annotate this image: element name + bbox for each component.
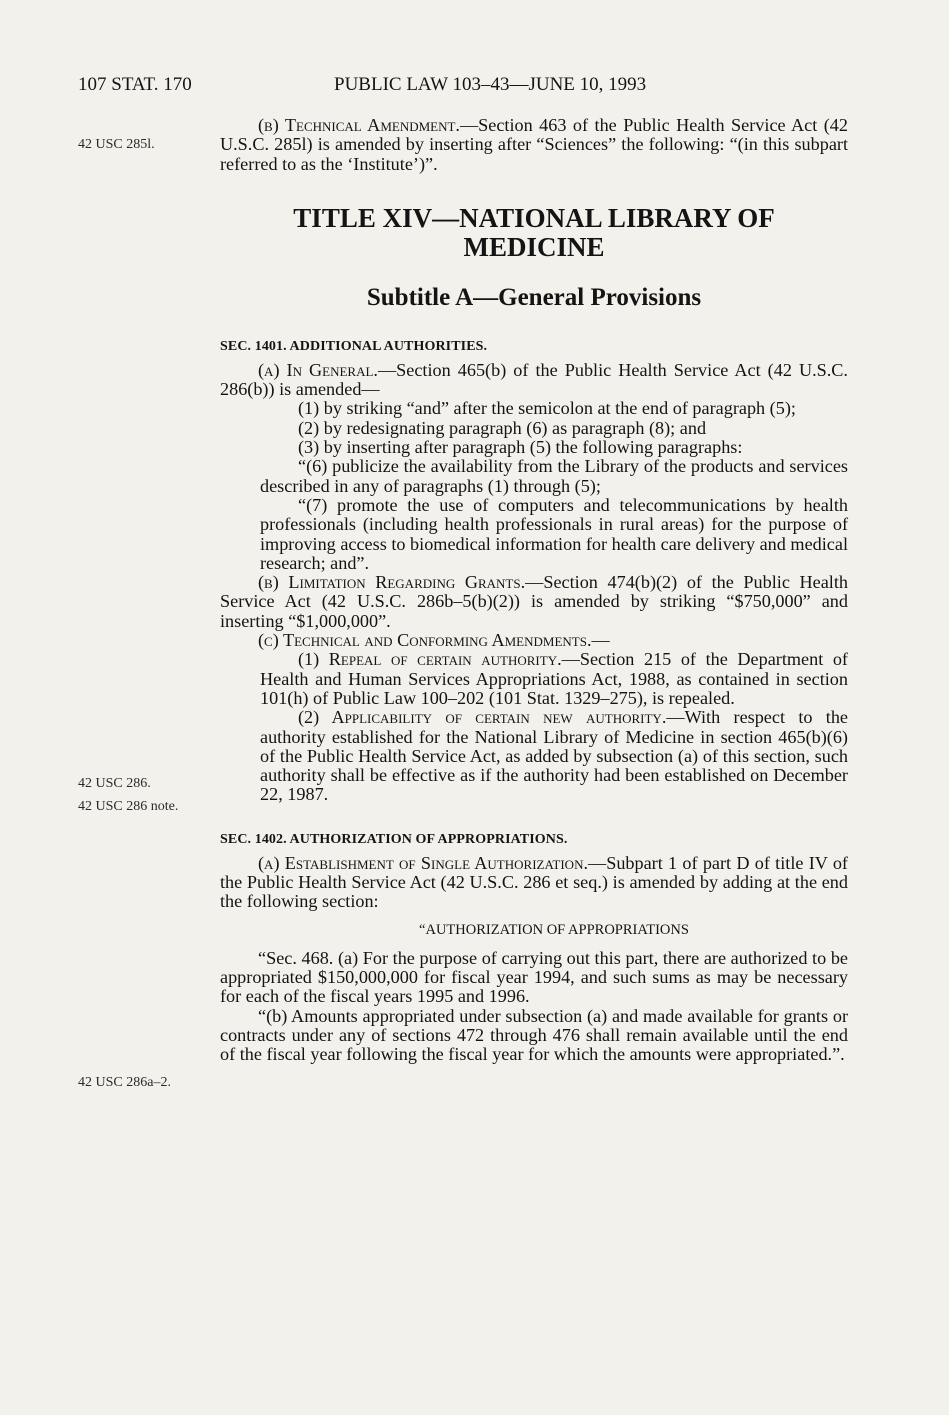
sec1402-a: [220, 854, 848, 912]
subsection-text: —Section 465(b) of the Public Health Service Act (42 U.S.C. 286(b)) is amended—: [220, 359, 848, 400]
paragraph-text: —Section 215 of the Department of Health and Human Services Appropriations Act, 1988, as contained in section 101(h) of Public Law 100–202 (101 Stat. 1329–275), is repealed.: [260, 649, 848, 708]
paragraph-label: (1) Repeal of certain authority.: [298, 649, 562, 670]
section-468-a: “Sec. 468. (a) For the purpose of carrying out this part, there are authorized to be appropriated $150,000,000 for fiscal year 1994, and such sums as may be necessary for each of the fiscal years 1995 and 1996.: [220, 947, 848, 1007]
sec1401-c2: [220, 708, 848, 804]
paragraph-text: —With respect to the authority established for the National Library of Medicine in section 465(b)(6) of the Public Health Service Act, as added by subsection (a) of this section, such authority shall be effective as if the authority had been established on December 22, 1987.: [260, 707, 848, 805]
margin-note-286-note: 42 USC 286 note.: [78, 799, 179, 814]
technical-amendment-paragraph: [220, 116, 848, 174]
title-heading: TITLE XIV—NATIONAL LIBRARY OF MEDICINE: [293, 202, 775, 262]
sec1401-c: [220, 631, 848, 650]
sec1401-c1: [220, 650, 848, 708]
subsection-label: (b) Limitation Regarding Grants.: [258, 572, 526, 593]
sec1401-b: [220, 573, 848, 631]
sec1401-a1: (1) by striking “and” after the semicolon at the end of paragraph (5);: [298, 398, 796, 419]
margin-note-286: 42 USC 286.: [78, 776, 151, 791]
subsection-text: —: [591, 630, 610, 651]
sec1401-a: [220, 361, 848, 400]
section-468-b: “(b) Amounts appropriated under subsection (a) and made available for grants or contracts under any of sections 472 through 476 shall remain available until the end of the fiscal year following the fiscal year for which the amounts were appropriated.”.: [220, 1005, 848, 1065]
margin-note-285l: 42 USC 285l.: [78, 137, 155, 152]
quoted-paragraph-6: “(6) publicize the availability from the Library of the products and services described in any of paragraphs (1) through (5);: [260, 456, 848, 496]
subsection-label: (a) In General.: [258, 359, 378, 380]
subsection-text: —Subpart 1 of part D of title IV of the Public Health Service Act (42 U.S.C. 286 et seq.) is amended by adding at the end the following section:: [220, 852, 848, 912]
body-text: [220, 116, 848, 1064]
subsection-text: —Section 463 of the Public Health Service Act (42 U.S.C. 285l) is amended by inserting after “Sciences” the following: “(in this subpart referred to as the ‘Institute’)”.: [220, 115, 848, 174]
subsection-label: (b) Technical Amendment.: [258, 115, 460, 135]
subtitle-heading: Subtitle A—General Provisions: [366, 283, 702, 311]
stat-page-number: 107 STAT. 170: [78, 74, 192, 95]
paragraph-label: (2) Applicability of certain new authority.: [298, 707, 667, 728]
subsection-text: —Section 474(b)(2) of the Public Health Service Act (42 U.S.C. 286b–5(b)(2)) is amended by striking “$750,000” and inserting “$1,000,000”.: [220, 572, 848, 631]
sec1401-a3: (3) by inserting after paragraph (5) the following paragraphs:: [298, 437, 743, 458]
public-law-header: PUBLIC LAW 103–43—JUNE 10, 1993: [334, 74, 647, 95]
margin-note-286a-2: 42 USC 286a–2.: [78, 1075, 171, 1090]
quoted-section-heading: “AUTHORIZATION OF APPROPRIATIONS: [419, 921, 689, 938]
subsection-label: (c) Technical and Conforming Amendments.: [258, 630, 592, 651]
page-header: [78, 72, 728, 98]
sec1401-a2: (2) by redesignating paragraph (6) as paragraph (8); and: [298, 417, 707, 438]
subsection-label: (a) Establishment of Single Authorization.: [258, 852, 589, 873]
section-1401-heading: SEC. 1401. ADDITIONAL AUTHORITIES.: [220, 338, 488, 354]
section-1402-heading: SEC. 1402. AUTHORIZATION OF APPROPRIATIONS.: [220, 831, 568, 847]
quoted-paragraph-7: “(7) promote the use of computers and telecommunications by health professionals (including health professionals in rural areas) for the purpose of improving access to biomedical information for health care delivery and medical research; and”.: [260, 494, 848, 573]
